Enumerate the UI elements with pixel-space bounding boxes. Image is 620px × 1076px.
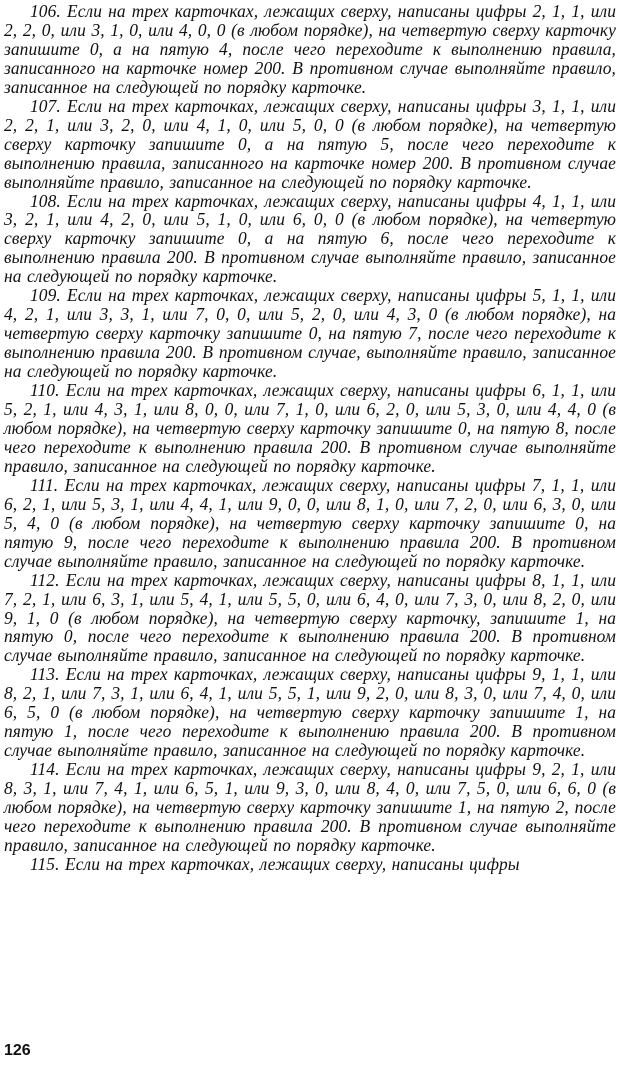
rule-114-paragraph: 114. Если на трех карточках, лежащих сверху, написаны цифры 9, 2, 1, или 8, 3, 1, или 7, 4, 1, или 6, 5, 1, или 9, 3, 0, или 8, 4, 0, или 7, 5, 0, или 6, 6, 0 (в любом порядке), на четвертую сверху карточку запишите 1, на пятую 2, после чего переходите к выполнению правила 200. В противном случае выполняйте правило, записанное на следующей по порядку карточке. (4, 759, 616, 855)
book-page (4, 0, 616, 1076)
rule-109-paragraph: 109. Если на трех карточках, лежащих сверху, написаны цифры 5, 1, 1, или 4, 2, 1, или 3, 3, 1, или 7, 0, 0, или 5, 2, 0, или 4, 3, 0 (в любом порядке), на четвертую сверху карточку запишите 0, на пятую 7, после чего переходите к выполнению правила 200. В противном случае, выполняйте правило, записанное на следующей по порядку карточке. (4, 285, 616, 382)
rule-106-paragraph: 106. Если на трех карточках, лежащих сверху, написаны цифры 2, 1, 1, или 2, 2, 0, или 3, 1, 0, или 4, 0, 0 (в любом порядке), на четвертую сверху карточку запишите 0, а на пятую 4, после чего переходите к выполнению правила, записанного на карточке номер 200. В противном случае выполняйте правило, записанное на следующей по порядку карточке. (4, 1, 616, 97)
rule-112-paragraph: 112. Если на трех карточках, лежащих сверху, написаны цифры 8, 1, 1, или 7, 2, 1, или 6, 3, 1, или 5, 4, 1, или 5, 5, 0, или 6, 4, 0, или 7, 3, 0, или 8, 2, 0, или 9, 1, 0 (в любом порядке), на четвертую сверху карточку, запишите 1, на пятую 0, после чего переходите к выполнению правила 200. В противном случае выполняйте правило, записанное на следующей по порядку карточке. (4, 569, 616, 666)
rule-107-paragraph: 107. Если на трех карточках, лежащих сверху, написаны цифры 3, 1, 1, или 2, 2, 1, или 3, 2, 0, или 4, 1, 0, или 5, 0, 0 (в любом порядке), на четвертую сверху карточку запишите 0, а на пятую 5, после чего переходите к выполнению правила, записанного на карточке номер 200. В противном случае выполняйте правило, записанное на следующей по порядку карточке. (4, 95, 616, 192)
rule-113-paragraph: 113. Если на трех карточках, лежащих сверху, написаны цифры 9, 1, 1, или 8, 2, 1, или 7, 3, 1, или 6, 4, 1, или 5, 5, 1, или 9, 2, 0, или 8, 3, 0, или 7, 4, 0, или 6, 5, 0 (в любом порядке), на четвертую сверху карточку запишите 1, на пятую 1, после чего переходите к выполнению правила 200. В противном случае выполняйте правило, записанное на следующей по порядку карточке. (4, 664, 616, 761)
rule-110-paragraph: 110. Если на трех карточках, лежащих сверху, написаны цифры 6, 1, 1, или 5, 2, 1, или 4, 3, 1, или 8, 0, 0, или 7, 1, 0, или 6, 2, 0, или 5, 3, 0, или 4, 4, 0 (в любом порядке), на четвертую сверху карточку запишите 0, на пятую 8, после чего переходите к выполнению правила 200. В противном случае выполняйте правило, записанное на следующей по порядку карточке. (4, 380, 616, 476)
rule-115-paragraph: 115. Если на трех карточках, лежащих сверху, написаны цифры (30, 853, 520, 874)
page-number: 126 (4, 1042, 31, 1059)
body-text (4, 2, 616, 874)
rule-111-paragraph: 111. Если на трех карточках, лежащих сверху, написаны цифры 7, 1, 1, или 6, 2, 1, или 5, 3, 1, или 4, 4, 1, или 9, 0, 0, или 8, 1, 0, или 7, 2, 0, или 6, 3, 0, или 5, 4, 0 (в любом порядке), на четвертую сверху карточку запишите 0, на пятую 9, после чего переходите к выполнению правила 200. В противном случае выполняйте правило, записанное на следующей по порядку карточке. (4, 474, 616, 571)
rule-108-paragraph: 108. Если на трех карточках, лежащих сверху, написаны цифры 4, 1, 1, или 3, 2, 1, или 4, 2, 0, или 5, 1, 0, или 6, 0, 0 (в любом порядке), на четвертую сверху карточку запишите 0, а на пятую 6, после чего переходите к выполнению правила 200. В противном случае выполняйте правило, записанное на следующей по порядку карточке. (4, 190, 616, 287)
